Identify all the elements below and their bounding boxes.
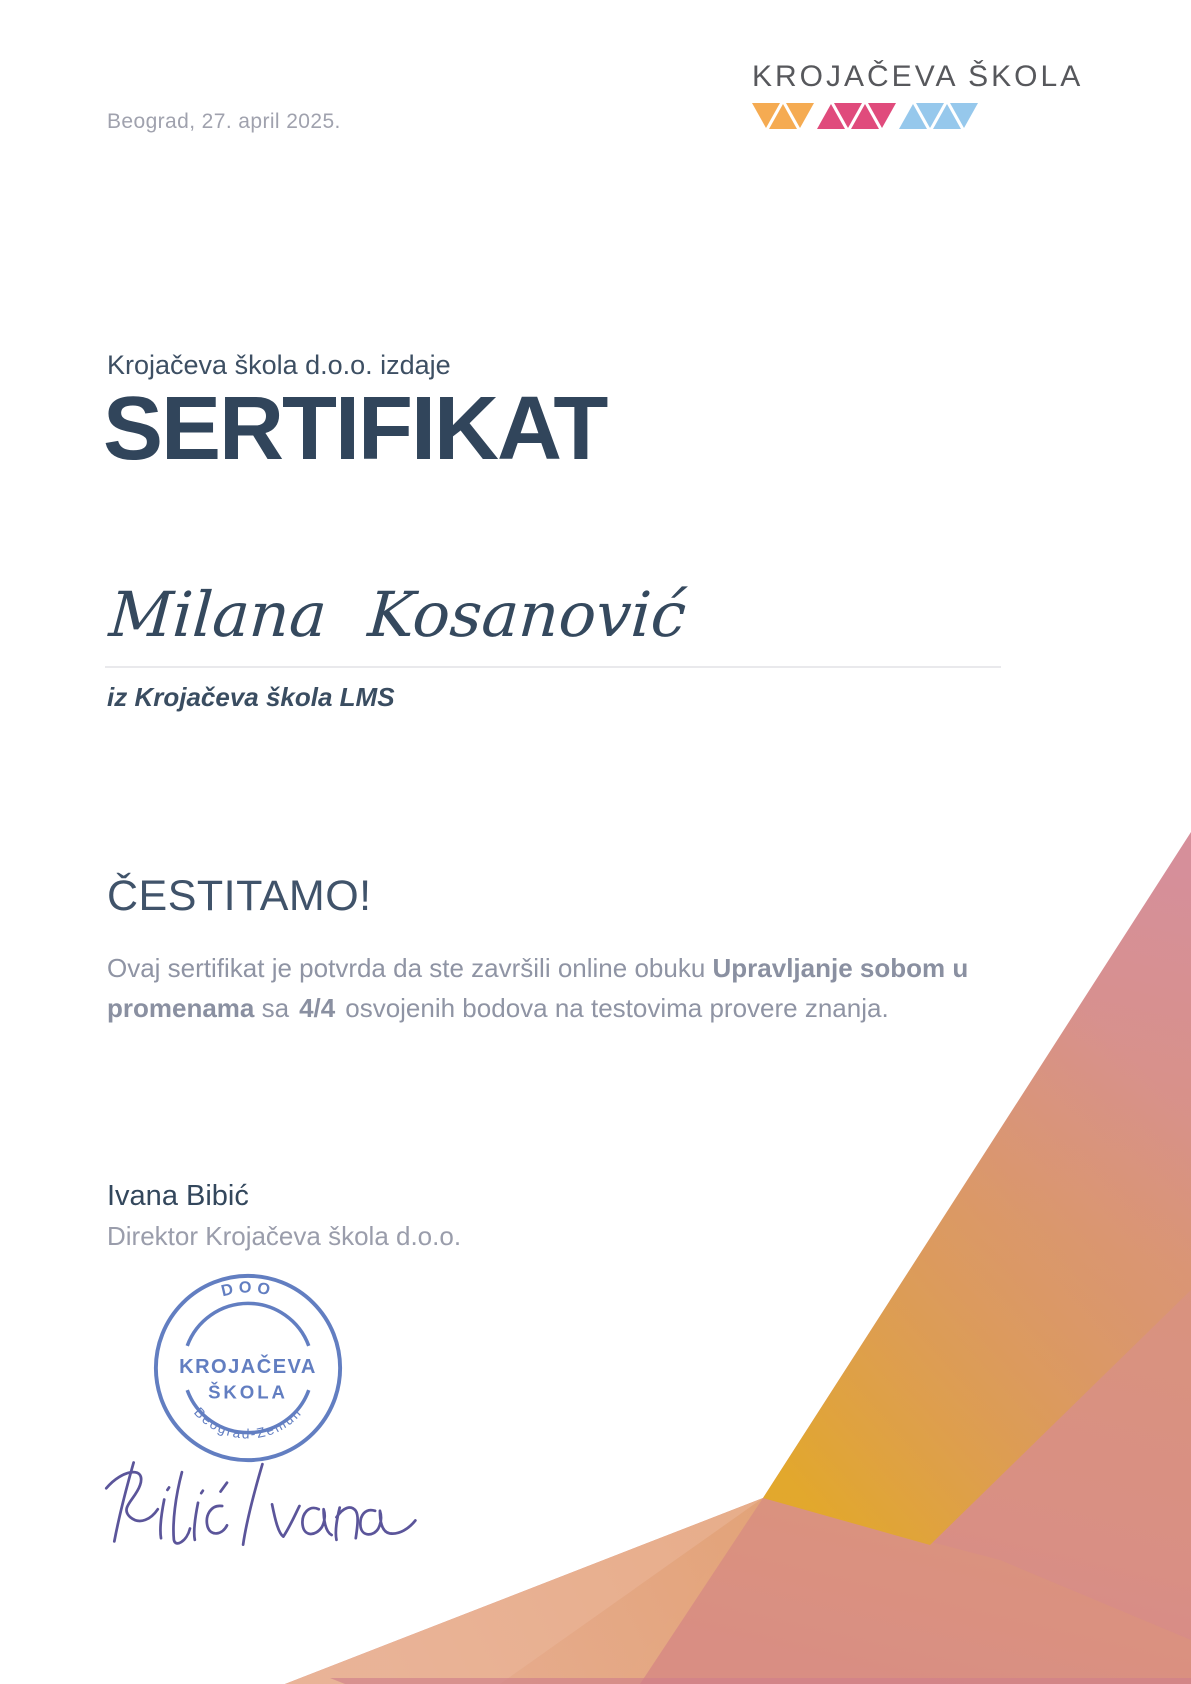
certificate-body-text	[107, 948, 1082, 1028]
stamp-bottom-text: Beograd-Zemun	[191, 1404, 305, 1442]
stamp-center-line2: ŠKOLA	[208, 1381, 288, 1403]
certificate-date: Beograd, 27. april 2025.	[107, 110, 341, 133]
course-name: Upravljanje sobom u promenama	[107, 953, 969, 1023]
congrats-heading: ČESTITAMO!	[107, 872, 372, 920]
body-text-part2: sa	[254, 993, 290, 1023]
svg-text:Beograd-Zemun	[191, 1405, 305, 1442]
logo-triangle-pattern-icon	[752, 102, 998, 130]
school-logo	[752, 60, 1082, 130]
name-underline	[105, 666, 1001, 668]
company-stamp	[150, 1270, 346, 1466]
recipient-name: Milana Kosanović	[107, 578, 689, 651]
signature-bibic-ivana	[95, 1448, 425, 1560]
body-text-part1: Ovaj sertifikat je potvrda da ste završili online obuku	[107, 953, 713, 983]
signer-name: Ivana Bibić	[107, 1180, 249, 1212]
issuer-line: Krojačeva škola d.o.o. izdaje	[107, 350, 451, 380]
body-text-part3: osvojenih bodova na testovima provere znanja.	[345, 993, 889, 1023]
svg-text:DOO	[219, 1278, 276, 1300]
recipient-origin: iz Krojačeva škola LMS	[107, 682, 395, 712]
signer-title: Direktor Krojačeva škola d.o.o.	[107, 1221, 462, 1251]
stamp-center-line1: KROJAČEVA	[179, 1355, 317, 1378]
stamp-top-text: DOO	[219, 1278, 277, 1301]
school-logo-text: KROJAČEVA ŠKOLA	[752, 60, 1084, 93]
score-value: 4/4	[299, 993, 336, 1023]
certificate-title: SERTIFIKAT	[103, 379, 607, 479]
